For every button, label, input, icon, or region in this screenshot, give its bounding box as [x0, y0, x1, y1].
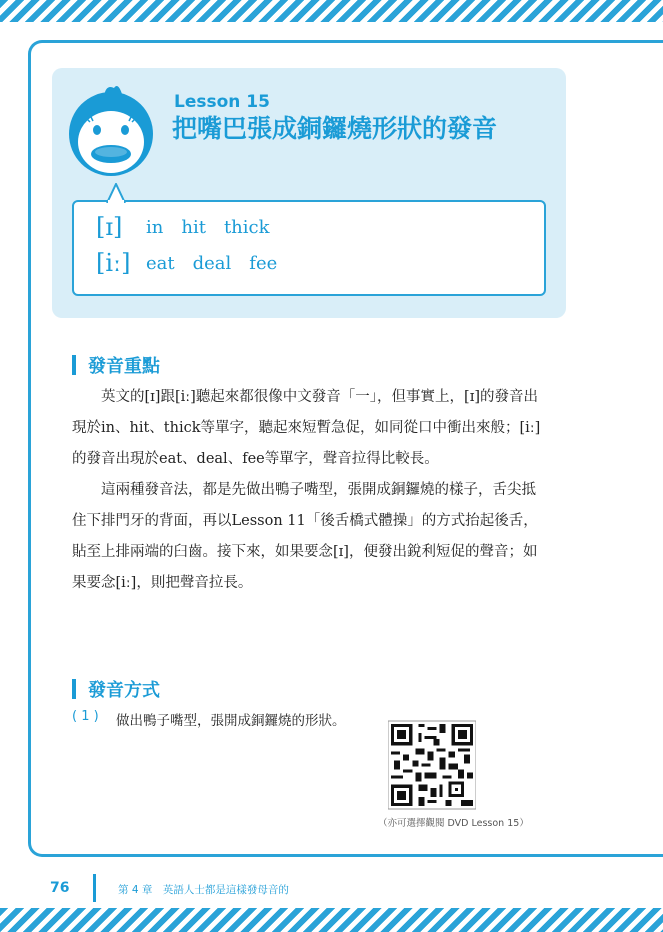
lesson-title: 把嘴巴張成銅鑼燒形狀的發音 [172, 114, 498, 143]
qr-code-icon[interactable] [388, 720, 476, 810]
heading-bar [72, 679, 76, 699]
footer-divider [93, 874, 96, 902]
example-word: eat [146, 252, 175, 274]
body-text [72, 382, 548, 599]
speech-tail-icon [103, 183, 129, 203]
example-word: in [146, 216, 164, 238]
lesson-number: Lesson 15 [174, 92, 270, 112]
section-heading-method [72, 676, 160, 702]
paragraph: 這兩種發音法，都是先做出鴨子嘴型，張開成銅鑼燒的樣子，舌尖抵住下排門牙的背面，再以Lesson 11「後舌橋式體操」的方式抬起後舌，貼至上排兩端的臼齒。接下來，如果要念[ɪ]，便發出銳利短促的聲音；如果要念[iː]，則把聲音拉長。 [72, 482, 538, 591]
section-title: 發音方式 [88, 680, 160, 701]
paragraph: 英文的[ɪ]跟[iː]聽起來都很像中文發音「一」，但事實上，[ɪ]的發音出現於in、hit、thick等單字，聽起來短暫急促，如同從口中衝出來般；[iː]的發音出現於eat、deal、fee等單字，聲音拉得比較長。 [72, 389, 541, 467]
top-stripe-border [0, 0, 663, 22]
phonetic-row-short-i [96, 213, 288, 241]
example-word: thick [223, 216, 270, 238]
section-title: 發音重點 [88, 356, 160, 377]
example-word: hit [181, 216, 206, 238]
example-word: fee [249, 252, 278, 274]
qr-caption: （亦可選擇觀閱 DVD Lesson 15） [378, 818, 529, 829]
phonetic-symbol: [iː] [96, 249, 131, 277]
section-heading-key-points [72, 352, 160, 378]
phonetic-symbol: [ɪ] [96, 213, 123, 241]
heading-bar [72, 355, 76, 375]
step-text: 做出鴨子嘴型，張開成銅鑼燒的形狀。 [116, 713, 346, 729]
page-number: 76 [50, 880, 70, 896]
example-word: deal [192, 252, 232, 274]
step-number: ( 1 ) [72, 709, 99, 724]
chapter-title: 第 4 章 英語人士都是這樣發母音的 [118, 884, 289, 896]
phonetic-row-long-i [96, 249, 295, 277]
duck-mascot-icon [66, 82, 156, 182]
bottom-stripe-border [0, 908, 663, 932]
